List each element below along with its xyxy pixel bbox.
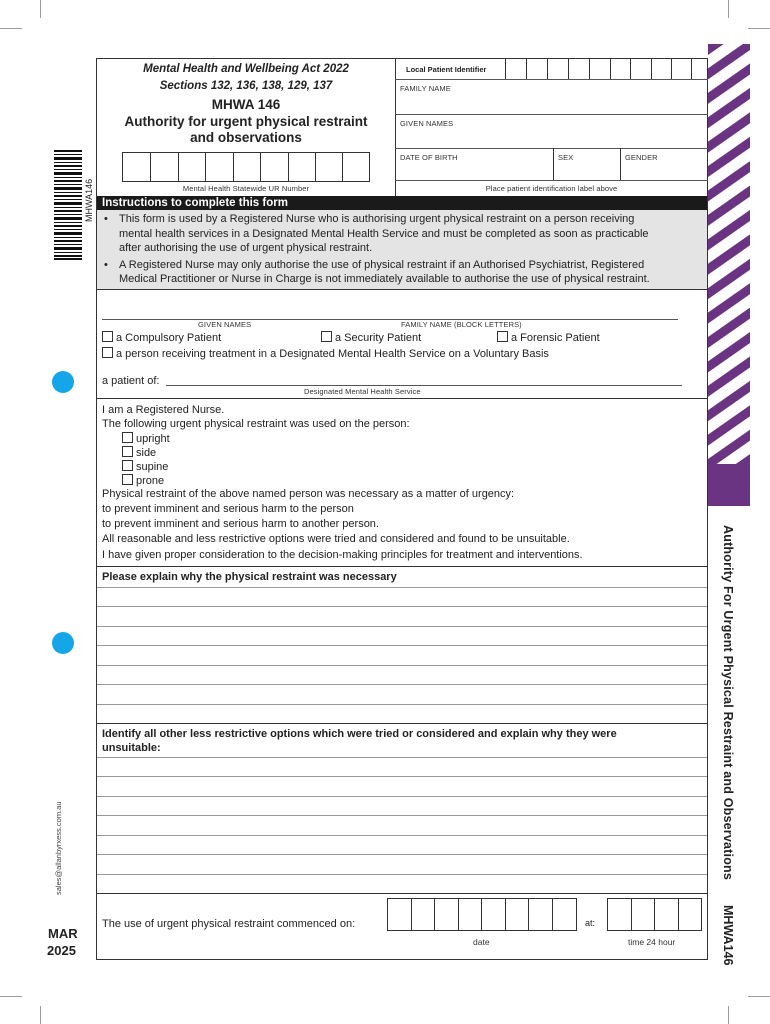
answer-line[interactable] bbox=[97, 626, 707, 627]
at-label: at: bbox=[585, 918, 596, 928]
place-label-hint: Place patient identification label above bbox=[485, 184, 618, 193]
instructions-title: Instructions to complete this form bbox=[102, 197, 288, 209]
side-code-wrap bbox=[719, 905, 735, 975]
barcode-text: MHWA146 bbox=[84, 178, 94, 222]
forensic-option[interactable] bbox=[497, 331, 600, 344]
explain-question: Please explain why the physical restraint was necessary bbox=[102, 571, 397, 583]
upright-checkbox[interactable] bbox=[122, 432, 133, 443]
position-side[interactable] bbox=[122, 446, 156, 459]
side-form-code: MHWA146 bbox=[721, 905, 735, 966]
answer-line[interactable] bbox=[97, 587, 707, 588]
dmhs-caption: Designated Mental Health Service bbox=[304, 387, 421, 396]
crop-mark bbox=[748, 28, 770, 29]
answer-line[interactable] bbox=[97, 776, 707, 777]
voluntary-checkbox[interactable] bbox=[102, 347, 113, 358]
act-title: Mental Health and Wellbeing Act 2022 bbox=[143, 63, 349, 75]
supine-checkbox[interactable] bbox=[122, 460, 133, 471]
instruction-1-line2: mental health services in a Designated Mental Health Service and must be completed as soon as practicable bbox=[119, 228, 649, 240]
identify-question-line1: Identify all other less restrictive options which were tried or considered and explain why they were bbox=[102, 728, 617, 740]
crop-mark bbox=[0, 28, 22, 29]
forensic-checkbox[interactable] bbox=[497, 331, 508, 342]
forensic-label: a Forensic Patient bbox=[511, 332, 600, 344]
instruction-2-line2: Medical Practitioner or Nurse in Charge is not immediately available to authorise the use of physical restraint. bbox=[119, 273, 650, 285]
position-supine[interactable] bbox=[122, 460, 168, 473]
compulsory-checkbox[interactable] bbox=[102, 331, 113, 342]
local-patient-id-label: Local Patient Identifier bbox=[406, 65, 487, 74]
email-wrap bbox=[54, 795, 66, 895]
given-names-label: GIVEN NAMES bbox=[400, 119, 454, 128]
commenced-label: The use of urgent physical restraint commenced on: bbox=[102, 918, 356, 930]
compulsory-option[interactable] bbox=[102, 331, 221, 344]
family-name-caption: FAMILY NAME (BLOCK LETTERS) bbox=[401, 320, 522, 329]
family-name-label: FAMILY NAME bbox=[400, 84, 451, 93]
crop-mark bbox=[0, 996, 22, 997]
dmhs-line[interactable] bbox=[166, 385, 682, 386]
nurse-statement: I am a Registered Nurse. bbox=[102, 404, 225, 416]
instruction-1-line1: This form is used by a Registered Nurse who is authorising urgent physical restraint on a person receiving bbox=[119, 213, 635, 225]
answer-line[interactable] bbox=[97, 665, 707, 666]
ur-number-label: Mental Health Statewide UR Number bbox=[182, 184, 310, 193]
voluntary-label: a person receiving treatment in a Designated Mental Health Service on a Voluntary Basis bbox=[116, 348, 549, 360]
side-title-wrap bbox=[719, 525, 735, 881]
punch-hole-marker bbox=[52, 632, 74, 654]
barcode-text-wrap bbox=[84, 150, 96, 222]
answer-line[interactable] bbox=[97, 854, 707, 855]
sex-label: SEX bbox=[558, 153, 574, 162]
answer-line[interactable] bbox=[97, 757, 707, 758]
ur-number-boxes[interactable] bbox=[122, 152, 370, 182]
answer-line[interactable] bbox=[97, 796, 707, 797]
dob-label: DATE OF BIRTH bbox=[400, 153, 458, 162]
position-upright[interactable] bbox=[122, 432, 170, 445]
harm-another-statement: to prevent imminent and serious harm to another person. bbox=[102, 518, 379, 530]
given-names-caption: GIVEN NAMES bbox=[198, 320, 252, 329]
date-boxes[interactable] bbox=[387, 898, 577, 931]
security-option[interactable] bbox=[321, 331, 421, 344]
crop-mark bbox=[748, 996, 770, 997]
stripe-pattern bbox=[708, 44, 750, 506]
side-title: Authority For Urgent Physical Restraint and Observations bbox=[721, 525, 735, 881]
punch-hole-marker bbox=[52, 371, 74, 393]
local-patient-id-boxes[interactable] bbox=[505, 58, 709, 79]
form-code: MHWA 146 bbox=[211, 97, 281, 112]
voluntary-option[interactable] bbox=[102, 347, 549, 360]
identify-question-line2: unsuitable: bbox=[102, 742, 161, 754]
patient-name-line[interactable] bbox=[102, 319, 678, 320]
security-checkbox[interactable] bbox=[321, 331, 332, 342]
revision-month: MAR bbox=[48, 926, 78, 941]
time-caption: time 24 hour bbox=[628, 937, 676, 947]
side-label: side bbox=[136, 447, 157, 459]
purple-stripe-bar bbox=[708, 44, 750, 506]
answer-line[interactable] bbox=[97, 606, 707, 607]
answer-line[interactable] bbox=[97, 874, 707, 875]
form-title-line1: Authority for urgent physical restraint bbox=[124, 114, 368, 129]
options-statement: All reasonable and less restrictive options were tried and considered and found to be unsuitable. bbox=[102, 533, 570, 545]
position-prone[interactable] bbox=[122, 474, 164, 487]
sales-email: sales@allanbyrxess.com.au bbox=[54, 801, 63, 895]
act-sections: Sections 132, 136, 138, 129, 137 bbox=[159, 80, 333, 92]
gender-label: GENDER bbox=[625, 153, 658, 162]
urgency-statement: Physical restraint of the above named person was necessary as a matter of urgency: bbox=[102, 488, 515, 500]
side-checkbox[interactable] bbox=[122, 446, 133, 457]
crop-mark bbox=[40, 1006, 41, 1024]
instruction-2-line1: A Registered Nurse may only authorise the use of physical restraint if an Authorised Psychiatrist, Registered bbox=[119, 259, 645, 271]
answer-line[interactable] bbox=[97, 835, 707, 836]
answer-line[interactable] bbox=[97, 704, 707, 705]
principles-statement: I have given proper consideration to the decision-making principles for treatment and interventions. bbox=[102, 549, 583, 561]
prone-checkbox[interactable] bbox=[122, 474, 133, 485]
harm-person-statement: to prevent imminent and serious harm to the person bbox=[102, 503, 354, 515]
crop-mark bbox=[728, 1006, 729, 1024]
bullet-char: • bbox=[104, 259, 108, 271]
prone-label: prone bbox=[136, 475, 165, 487]
answer-line[interactable] bbox=[97, 815, 707, 816]
date-caption: date bbox=[473, 937, 490, 947]
crop-mark bbox=[728, 0, 729, 18]
upright-label: upright bbox=[136, 433, 170, 445]
answer-line[interactable] bbox=[97, 684, 707, 685]
instruction-1-line3: after authorising the use of urgent physical restraint. bbox=[119, 242, 373, 254]
crop-mark bbox=[40, 0, 41, 18]
revision-year: 2025 bbox=[47, 943, 76, 958]
bullet-char: • bbox=[104, 213, 108, 225]
compulsory-label: a Compulsory Patient bbox=[116, 332, 222, 344]
barcode bbox=[54, 150, 82, 260]
time-boxes[interactable] bbox=[607, 898, 702, 931]
patient-of-label: a patient of: bbox=[102, 375, 160, 387]
supine-label: supine bbox=[136, 461, 169, 473]
restraint-used-statement: The following urgent physical restraint was used on the person: bbox=[102, 418, 410, 430]
form-title-line2: and observations bbox=[190, 130, 302, 145]
security-label: a Security Patient bbox=[335, 332, 422, 344]
answer-line[interactable] bbox=[97, 645, 707, 646]
